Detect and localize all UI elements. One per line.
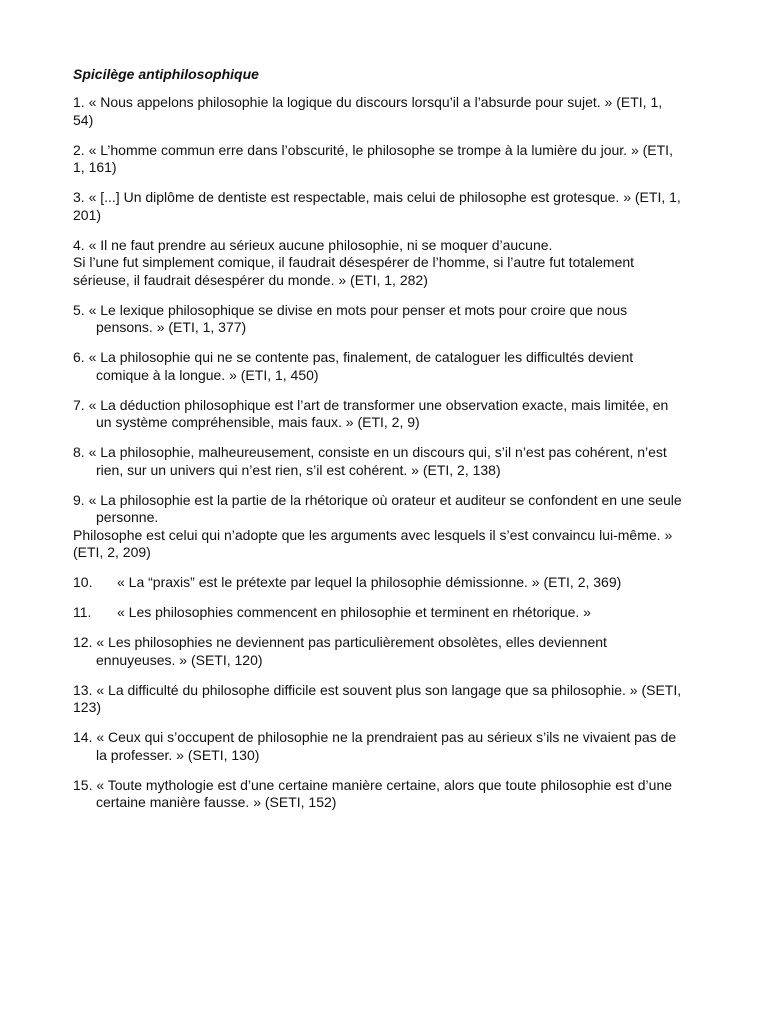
document-title: Spicilège antiphilosophique [73, 66, 259, 82]
quote-line: 15. « Toute mythologie est d’une certaine manière certaine, alors que toute philosophie est d’une [73, 776, 673, 793]
quote-3 [73, 189, 695, 224]
quote-2 [73, 142, 695, 177]
quote-line: 13. « La difficulté du philosophe difficile est souvent plus son langage que sa philosophie. » (SETI, [73, 681, 682, 698]
quote-line: 6. « La philosophie qui ne se contente pas, finalement, de cataloguer les difficultés devient [73, 349, 634, 365]
quote-line [73, 604, 695, 622]
quote-1 [73, 94, 695, 129]
quote-line: un système compréhensible, mais faux. » (ETI, 2, 9) [96, 414, 420, 430]
quote-line: 9. « La philosophie est la partie de la rhétorique où orateur et auditeur se confondent en une seule [73, 491, 682, 508]
quote-line: 1, 161) [73, 159, 117, 175]
quote-line: comique à la longue. » (ETI, 1, 450) [96, 366, 319, 383]
quote-line: 2. « L’homme commun erre dans l’obscurité, le philosophe se trompe à la lumière du jour. » (ETI, [73, 141, 673, 158]
quote-7 [73, 397, 695, 432]
document-page [73, 64, 695, 824]
quote-number: 10. [73, 574, 93, 590]
quote-6 [73, 349, 695, 384]
quote-line: rien, sur un univers qui n’est rien, s’il est cohérent. » (ETI, 2, 138) [96, 461, 501, 478]
quote-11 [73, 604, 695, 622]
quote-line: (ETI, 2, 209) [73, 544, 151, 560]
quote-4 [73, 237, 695, 290]
quote-14 [73, 729, 695, 764]
quote-line: pensons. » (ETI, 1, 377) [96, 319, 247, 335]
quote-9 [73, 492, 695, 562]
quote-13 [73, 682, 695, 717]
quote-8 [73, 444, 695, 479]
quote-line: 8. « La philosophie, malheureusement, consiste en un discours qui, s’il n’est pas cohérent, n’est [73, 444, 667, 460]
quote-line: certaine manière fausse. » (SETI, 152) [96, 794, 337, 810]
quote-line: personne. [96, 509, 159, 525]
quote-line: 123) [73, 699, 102, 715]
quote-text: « Les philosophies commencent en philosophie et terminent en rhétorique. » [117, 604, 591, 620]
quote-line: 7. « La déduction philosophique est l’art de transformer une observation exacte, mais limitée, en [73, 396, 669, 413]
quote-line: 201) [73, 206, 102, 223]
quote-line: 1. « Nous appelons philosophie la logique du discours lorsqu’il a l’absurde pour sujet. » (ETI, 1, [73, 94, 663, 110]
quote-12 [73, 634, 695, 669]
quote-line: 3. « [...] Un diplôme de dentiste est respectable, mais celui de philosophe est grotesque. » (ETI, 1, [73, 189, 681, 205]
quote-line: Si l’une fut simplement comique, il faudrait désespérer de l’homme, si l’autre fut totalement [73, 254, 635, 270]
quote-line: 4. « Il ne faut prendre au sérieux aucune philosophie, ni se moquer d’aucune. [73, 236, 553, 253]
quote-10 [73, 574, 695, 592]
quote-line: 12. « Les philosophies ne deviennent pas particulièrement obsolètes, elles deviennent [73, 634, 607, 650]
quote-line: 54) [73, 111, 94, 128]
quote-line: 14. « Ceux qui s’occupent de philosophie ne la prendraient pas au sérieux s’ils ne vivaient pas de [73, 729, 677, 745]
quote-number: 11. [73, 604, 92, 620]
quote-line [73, 574, 695, 592]
quote-line: ennuyeuses. » (SETI, 120) [96, 651, 263, 668]
quote-line: la professer. » (SETI, 130) [96, 746, 260, 763]
quote-text: « La “praxis” est le prétexte par lequel la philosophie démissionne. » (ETI, 2, 369) [117, 574, 622, 590]
quote-5 [73, 302, 695, 337]
quote-line: sérieuse, il faudrait désespérer du monde. » (ETI, 1, 282) [73, 271, 428, 288]
quote-line: 5. « Le lexique philosophique se divise en mots pour penser et mots pour croire que nous [73, 301, 628, 318]
quote-line: Philosophe est celui qui n’adopte que les arguments avec lesquels il s’est convaincu lui-même. » [73, 526, 673, 543]
quote-15 [73, 777, 695, 812]
